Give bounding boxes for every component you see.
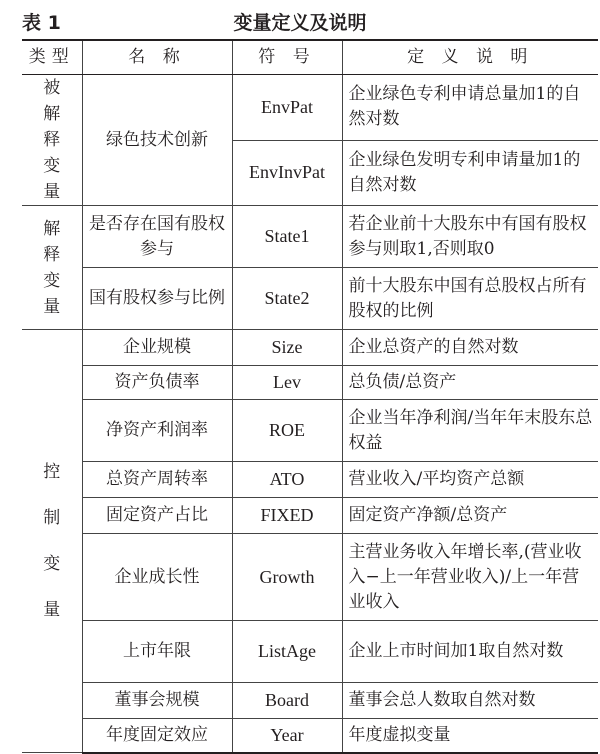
row-symbol: Board: [232, 683, 342, 719]
row-definition: 企业绿色发明专利申请量加1的自然对数: [342, 140, 598, 206]
group-explanatory-label: 解释变量: [43, 218, 61, 317]
row-symbol: Lev: [232, 366, 342, 400]
header-definition: 定 义 说 明: [342, 40, 598, 75]
row-name: 绿色技术创新: [82, 75, 232, 206]
row-symbol: ATO: [232, 462, 342, 498]
group-control: [22, 330, 82, 753]
row-symbol: EnvInvPat: [232, 140, 342, 206]
table-caption: [0, 0, 600, 38]
row-definition: 固定资产净额/总资产: [342, 498, 598, 534]
row-name: 总资产周转率: [82, 462, 232, 498]
table-row: [22, 534, 598, 621]
row-definition: 企业上市时间加1取自然对数: [342, 621, 598, 683]
row-symbol: Year: [232, 719, 342, 753]
table-row: [22, 621, 598, 683]
row-name: 国有股权参与比例: [82, 268, 232, 330]
group-control-label: 控制变量: [43, 462, 61, 620]
row-definition: 董事会总人数取自然对数: [342, 683, 598, 719]
variable-definition-table: [22, 39, 598, 754]
header-symbol: 符 号: [232, 40, 342, 75]
row-symbol: Size: [232, 330, 342, 366]
row-definition: 年度虚拟变量: [342, 719, 598, 753]
table-row: [22, 268, 598, 330]
group-dependent-label: 被解释变量: [43, 78, 61, 202]
row-name: 固定资产占比: [82, 498, 232, 534]
row-name: 企业规模: [82, 330, 232, 366]
header-row: [22, 40, 598, 75]
row-name: 年度固定效应: [82, 719, 232, 753]
table-row: [22, 330, 598, 366]
row-symbol: State2: [232, 268, 342, 330]
table-row: [22, 366, 598, 400]
row-definition: 企业总资产的自然对数: [342, 330, 598, 366]
row-definition: 主营业务收入年增长率,(营业收入−上一年营业收入)/上一年营业收入: [342, 534, 598, 621]
row-name: 资产负债率: [82, 366, 232, 400]
row-definition: 企业绿色专利申请总量加1的自然对数: [342, 75, 598, 141]
row-name: 是否存在国有股权参与: [82, 206, 232, 268]
table-row: [22, 683, 598, 719]
group-explanatory: [22, 206, 82, 330]
table-row: [22, 719, 598, 753]
row-definition: 若企业前十大股东中有国有股权参与则取1,否则取0: [342, 206, 598, 268]
table-title: 变量定义及说明: [233, 12, 367, 34]
row-symbol: FIXED: [232, 498, 342, 534]
row-name: 上市年限: [82, 621, 232, 683]
table-row: [22, 498, 598, 534]
header-name: 名 称: [82, 40, 232, 75]
row-name: 董事会规模: [82, 683, 232, 719]
row-symbol: ListAge: [232, 621, 342, 683]
row-symbol: State1: [232, 206, 342, 268]
table-row: [22, 206, 598, 268]
row-definition: 企业当年净利润/当年年末股东总权益: [342, 400, 598, 462]
row-name: 净资产利润率: [82, 400, 232, 462]
row-symbol: ROE: [232, 400, 342, 462]
row-symbol: EnvPat: [232, 75, 342, 141]
row-definition: 前十大股东中国有总股权占所有股权的比例: [342, 268, 598, 330]
group-dependent: [22, 75, 82, 206]
table-row: [22, 462, 598, 498]
row-definition: 营业收入/平均资产总额: [342, 462, 598, 498]
table-label: 表 1: [22, 12, 61, 34]
header-type: 类型: [22, 40, 82, 75]
row-name: 企业成长性: [82, 534, 232, 621]
row-definition: 总负债/总资产: [342, 366, 598, 400]
table-row: [22, 75, 598, 141]
table-row: [22, 400, 598, 462]
row-symbol: Growth: [232, 534, 342, 621]
